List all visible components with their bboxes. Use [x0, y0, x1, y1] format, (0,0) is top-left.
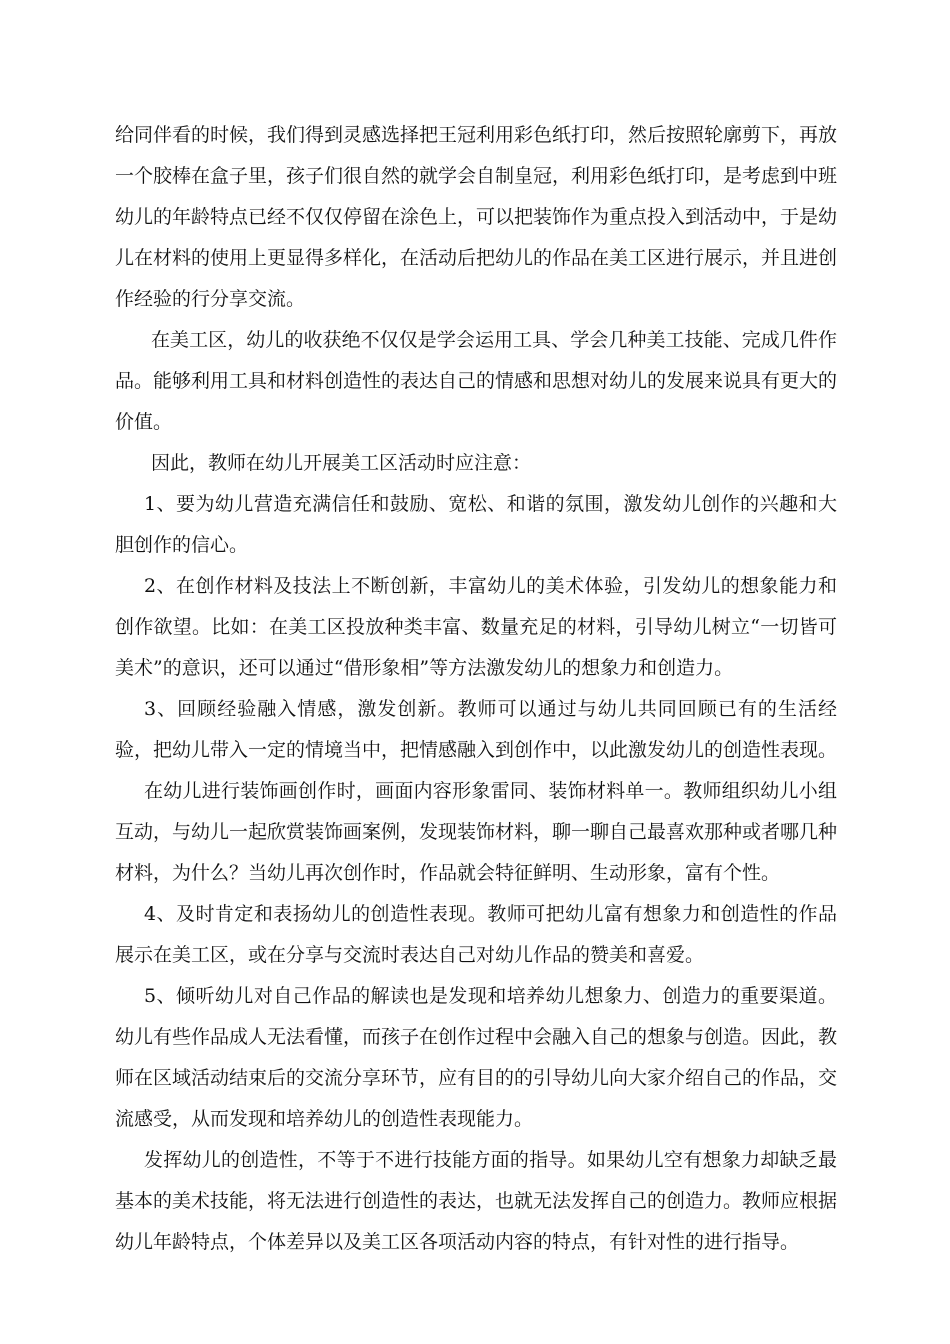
list-item-1: 1、要为幼儿营造充满信任和鼓励、宽松、和谐的氛围，激发幼儿创作的兴趣和大胆创作的信心。 — [115, 493, 837, 556]
list-item-4: 4、及时肯定和表扬幼儿的创造性表现。教师可把幼儿富有想象力和创造性的作品展示在美工区，或在分享与交流时表达自己对幼儿作品的赞美和喜爱。 — [115, 903, 837, 966]
paragraph-conclusion: 发挥幼儿的创造性，不等于不进行技能方面的指导。如果幼儿空有想象力却缺乏最基本的美术技能，将无法进行创造性的表达，也就无法发挥自己的创造力。教师应根据幼儿年龄特点，个体差异以及美工区各项活动内容的特点，有针对性的进行指导。 — [115, 1149, 838, 1253]
paragraph-therefore: 因此，教师在幼儿开展美工区活动时应注意： — [151, 452, 532, 474]
document-page — [115, 115, 837, 1263]
paragraph-decorative-painting: 在幼儿进行装饰画创作时，画面内容形象雷同、装饰材料单一。教师组织幼儿小组互动，与幼儿一起欣赏装饰画案例，发现装饰材料，聊一聊自己最喜欢那种或者哪几种材料，为什么？当幼儿再次创作时，作品就会特征鲜明、生动形象，富有个性。 — [115, 780, 838, 884]
list-item-5: 5、倾听幼儿对自己作品的解读也是发现和培养幼儿想象力、创造力的重要渠道。幼儿有些作品成人无法看懂，而孩子在创作过程中会融入自己的想象与创造。因此，教师在区域活动结束后的交流分享环节，应有目的的引导幼儿向大家介绍自己的作品，交流感受，从而发现和培养幼儿的创造性表现能力。 — [115, 985, 838, 1130]
list-item-2: 2、在创作材料及技法上不断创新，丰富幼儿的美术体验，引发幼儿的想象能力和创作欲望。比如：在美工区投放种类丰富、数量充足的材料，引导幼儿树立“一切皆可美术”的意识，还可以通过“借形象相”等方法激发幼儿的想象力和创造力。 — [115, 575, 837, 679]
paragraph-harvest: 在美工区，幼儿的收获绝不仅仅是学会运用工具、学会几种美工技能、完成几件作品。能够利用工具和材料创造性的表达自己的情感和思想对幼儿的发展来说具有更大的价值。 — [115, 329, 838, 433]
list-item-3: 3、回顾经验融入情感，激发创新。教师可以通过与幼儿共同回顾已有的生活经验，把幼儿带入一定的情境当中，把情感融入到创作中，以此激发幼儿的创造性表现。 — [115, 698, 838, 761]
paragraph-continuation: 给同伴看的时候，我们得到灵感选择把王冠利用彩色纸打印，然后按照轮廓剪下，再放一个胶棒在盒子里，孩子们很自然的就学会自制皇冠，利用彩色纸打印，是考虑到中班幼儿的年龄特点已经不仅仅停留在涂色上，可以把装饰作为重点投入到活动中，于是幼儿在材料的使用上更显得多样化，在活动后把幼儿的作品在美工区进行展示，并且进创作经验的行分享交流。 — [115, 124, 838, 310]
